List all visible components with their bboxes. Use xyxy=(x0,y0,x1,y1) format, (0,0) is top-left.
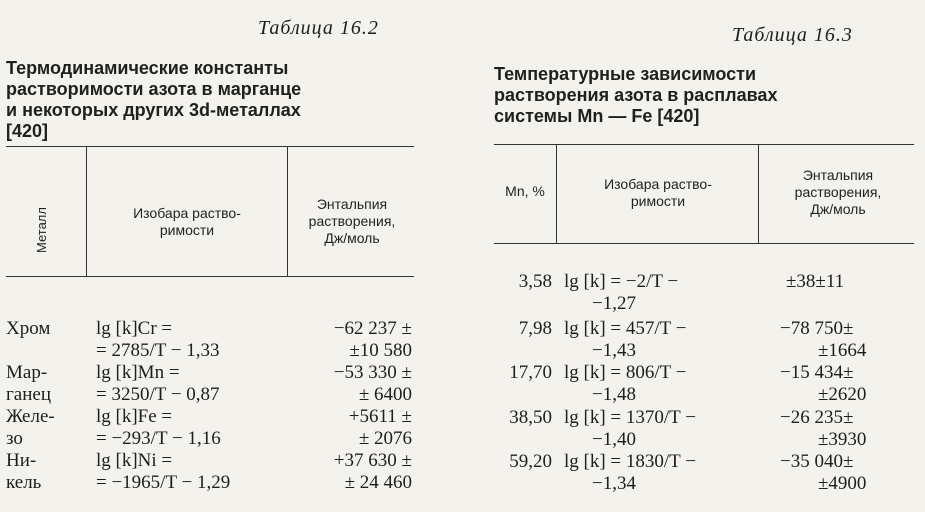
right-row-enthalpy: ±2620 xyxy=(818,384,867,405)
left-row-enthalpy: +5611 ± xyxy=(348,406,412,427)
left-col-divider xyxy=(287,146,288,276)
left-row-metal: Хром xyxy=(6,318,51,339)
left-row-isobar: lg [k]Cr = xyxy=(96,318,173,339)
left-row-metal: зо xyxy=(6,428,23,449)
right-row-mn: 3,58 xyxy=(518,271,552,292)
right-row-enthalpy: ±38±11 xyxy=(786,271,845,292)
right-row-enthalpy: −78 750± xyxy=(780,318,854,339)
left-header-metal: Металл xyxy=(34,207,49,253)
left-title-line: и некоторых других 3d-металлах xyxy=(6,100,301,120)
right-row-mn: 38,50 xyxy=(509,407,552,428)
right-row-isobar: −1,34 xyxy=(592,473,636,494)
right-row-isobar: lg [k] = −2/T − xyxy=(564,271,679,292)
right-row-isobar: lg [k] = 1830/T − xyxy=(564,451,696,472)
right-table-label: Таблица 16.3 xyxy=(732,24,853,46)
right-row-isobar: lg [k] = 806/T − xyxy=(564,362,687,383)
right-row-isobar: −1,48 xyxy=(592,384,636,405)
right-header-isobar: Изобара раство- римости xyxy=(604,176,712,209)
left-row-isobar: = 2785/T − 1,33 xyxy=(96,340,220,361)
left-row-isobar: lg [k]Ni = xyxy=(96,450,173,471)
right-title-line: системы Mn — Fe [420] xyxy=(494,106,700,126)
right-row-enthalpy: ±4900 xyxy=(818,473,867,494)
right-row-isobar: −1,43 xyxy=(592,340,636,361)
left-row-metal: Ни- xyxy=(6,450,37,471)
left-title-line: растворимости азота в марганце xyxy=(6,79,302,99)
right-row-enthalpy: ±1664 xyxy=(818,340,867,361)
right-row-enthalpy: −35 040± xyxy=(780,451,854,472)
right-row-mn: 7,98 xyxy=(518,318,552,339)
left-row-enthalpy: ± 6400 xyxy=(358,384,412,405)
left-header-isobar: Изобара раство- римости xyxy=(133,205,241,238)
right-header-enthalpy: Энтальпия растворения, Дж/моль xyxy=(794,167,882,217)
right-row-isobar: lg [k] = 1370/T − xyxy=(564,407,696,428)
left-title-line: [420] xyxy=(6,121,49,141)
right-header-mn: Mn, % xyxy=(505,183,545,199)
left-row-isobar: lg [k]Fe = xyxy=(96,406,173,427)
left-col-divider xyxy=(86,146,87,276)
right-row-isobar: −1,27 xyxy=(592,293,636,314)
right-table-top-rule xyxy=(494,144,914,145)
right-title-line: Температурные зависимости xyxy=(494,64,757,84)
left-title-line: Термодинамические константы xyxy=(6,58,289,78)
left-row-enthalpy: ± 24 460 xyxy=(344,472,412,493)
left-row-enthalpy: +37 630 ± xyxy=(333,450,412,471)
left-row-metal: ганец xyxy=(6,384,51,405)
right-row-enthalpy: ±3930 xyxy=(818,429,867,450)
left-row-metal: Желе- xyxy=(6,406,55,427)
right-row-isobar: lg [k] = 457/T − xyxy=(564,318,687,339)
left-row-isobar: = −293/T − 1,16 xyxy=(96,428,221,449)
right-row-mn: 17,70 xyxy=(509,362,552,383)
right-title-line: растворения азота в расплавах xyxy=(494,85,778,105)
right-row-enthalpy: −26 235± xyxy=(780,407,854,428)
left-row-enthalpy: ±10 580 xyxy=(349,340,412,361)
left-row-metal: кель xyxy=(6,472,42,493)
left-row-enthalpy: −53 330 ± xyxy=(333,362,412,383)
left-row-isobar: lg [k]Mn = xyxy=(96,362,180,383)
left-table-label: Таблица 16.2 xyxy=(258,17,379,39)
right-row-isobar: −1,40 xyxy=(592,429,636,450)
right-col-divider xyxy=(758,144,759,243)
right-row-enthalpy: −15 434± xyxy=(780,362,854,383)
left-row-isobar: = −1965/T − 1,29 xyxy=(96,472,231,493)
left-header-enthalpy: Энтальпия растворения, Дж/моль xyxy=(308,196,396,246)
left-row-isobar: = 3250/T − 0,87 xyxy=(96,384,220,405)
left-table-header-rule xyxy=(6,276,414,277)
left-table-top-rule xyxy=(6,146,414,147)
right-col-divider xyxy=(556,144,557,243)
right-table-header-rule xyxy=(494,243,914,244)
right-row-mn: 59,20 xyxy=(509,451,552,472)
right-table-title xyxy=(494,64,777,127)
left-table-title xyxy=(6,58,301,142)
left-row-enthalpy: ± 2076 xyxy=(358,428,412,449)
left-row-enthalpy: −62 237 ± xyxy=(333,318,412,339)
left-row-metal: Мар- xyxy=(6,362,48,383)
